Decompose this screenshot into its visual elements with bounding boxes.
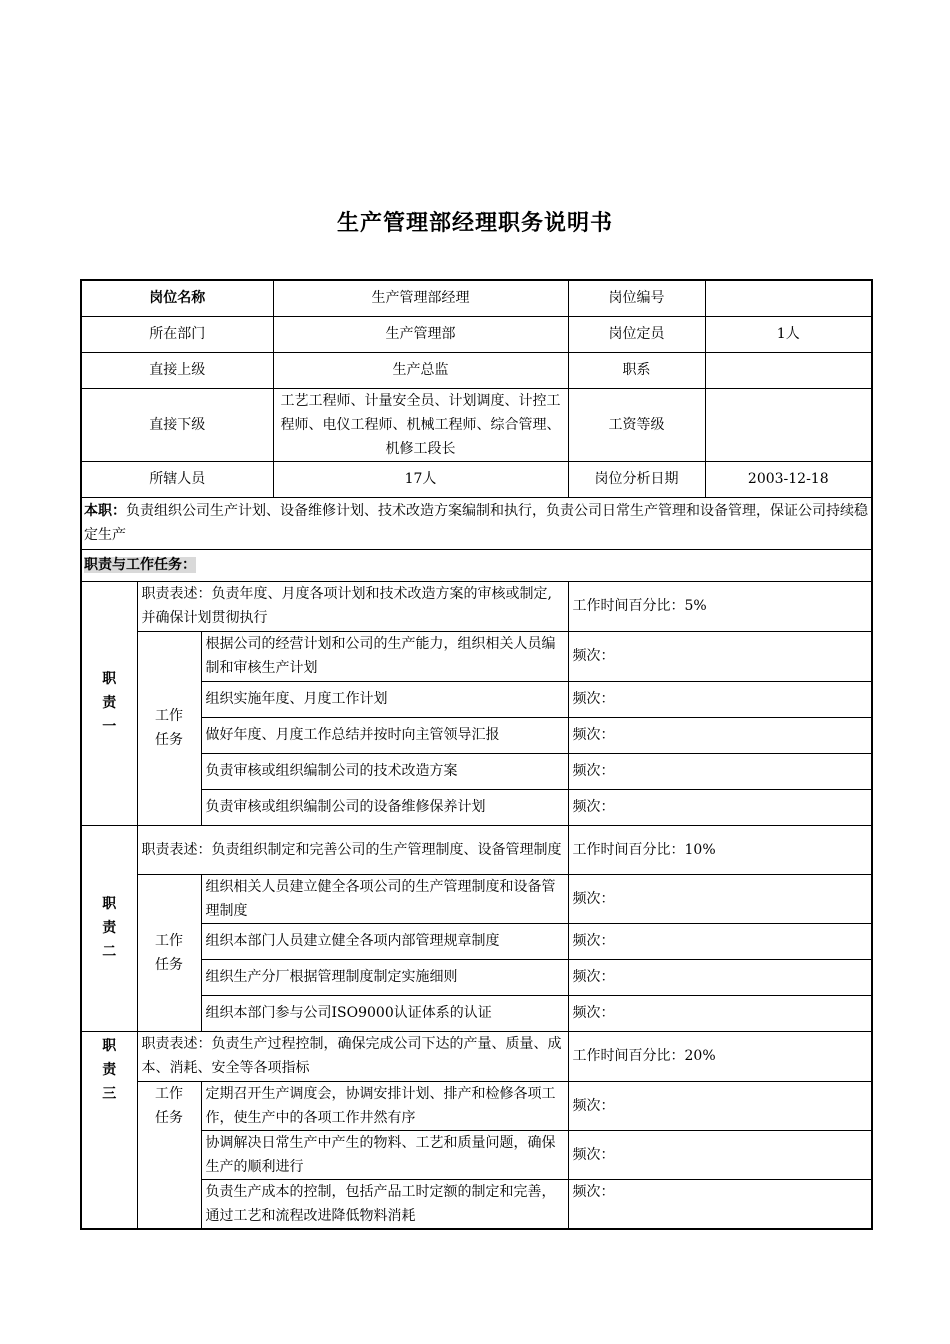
resp1-task-3: 做好年度、月度工作总结并按时向主管领导汇报	[201, 717, 568, 753]
resp2-pct: 工作时间百分比：10%	[568, 825, 872, 874]
grade-label: 工资等级	[568, 388, 705, 461]
resp1-freq-3: 频次：	[568, 717, 872, 753]
resp2-task-label: 工作 任务	[137, 874, 201, 1031]
resp1-freq-2: 频次：	[568, 681, 872, 717]
row-position-name	[81, 280, 872, 316]
dept-value: 生产管理部	[273, 316, 568, 352]
section-label: 职责与工作任务：	[84, 557, 196, 573]
resp2-task-row	[81, 874, 872, 923]
resp1-pct: 工作时间百分比：5%	[568, 581, 872, 631]
resp3-name: 职 责 三	[81, 1031, 137, 1229]
pos-name-label: 岗位名称	[81, 280, 273, 316]
resp1-task-4: 负责审核或组织编制公司的技术改造方案	[201, 753, 568, 789]
resp3-task-label: 工作 任务	[137, 1081, 201, 1229]
resp1-task-row	[81, 631, 872, 681]
resp3-statement-row	[81, 1031, 872, 1081]
row-department	[81, 316, 872, 352]
duty-cell	[81, 497, 872, 549]
resp1-task-label: 工作 任务	[137, 631, 201, 825]
date-label: 岗位分析日期	[568, 461, 705, 497]
resp1-task-5: 负责审核或组织编制公司的设备维修保养计划	[201, 789, 568, 825]
resp3-freq-2: 频次：	[568, 1130, 872, 1179]
headcount-label: 岗位定员	[568, 316, 705, 352]
staff-value: 17人	[273, 461, 568, 497]
pos-name-value: 生产管理部经理	[273, 280, 568, 316]
resp3-freq-1: 频次：	[568, 1081, 872, 1130]
row-section-header	[81, 549, 872, 581]
resp2-statement-row	[81, 825, 872, 874]
section-header-cell	[81, 549, 872, 581]
series-label: 职系	[568, 352, 705, 388]
date-value: 2003-12-18	[705, 461, 872, 497]
resp2-freq-3: 频次：	[568, 959, 872, 995]
subordinate-value: 工艺工程师、计量安全员、计划调度、计控工程师、电仪工程师、机械工程师、综合管理、机修工段长	[273, 388, 568, 461]
row-superior	[81, 352, 872, 388]
resp2-freq-2: 频次：	[568, 923, 872, 959]
resp2-freq-1: 频次：	[568, 874, 872, 923]
subordinate-label: 直接下级	[81, 388, 273, 461]
resp2-task-3: 组织生产分厂根据管理制度制定实施细则	[201, 959, 568, 995]
resp2-task-1: 组织相关人员建立健全各项公司的生产管理制度和设备管理制度	[201, 874, 568, 923]
resp3-task-2: 协调解决日常生产中产生的物料、工艺和质量问题，确保生产的顺利进行	[201, 1130, 568, 1179]
series-value	[705, 352, 872, 388]
job-description-table	[80, 279, 873, 1230]
row-subordinate	[81, 388, 872, 461]
superior-label: 直接上级	[81, 352, 273, 388]
resp1-task-1: 根据公司的经营计划和公司的生产能力，组织相关人员编制和审核生产计划	[201, 631, 568, 681]
pos-no-value	[705, 280, 872, 316]
resp1-statement-row	[81, 581, 872, 631]
resp2-statement: 职责表述：负责组织制定和完善公司的生产管理制度、设备管理制度	[137, 825, 568, 874]
resp1-freq-5: 频次：	[568, 789, 872, 825]
resp2-name: 职 责 二	[81, 825, 137, 1031]
resp1-name: 职 责 一	[81, 581, 137, 825]
row-duty	[81, 497, 872, 549]
grade-value	[705, 388, 872, 461]
resp3-task-3: 负责生产成本的控制，包括产品工时定额的制定和完善，通过工艺和流程改进降低物料消耗	[201, 1179, 568, 1229]
resp3-freq-3: 频次：	[568, 1179, 872, 1229]
resp1-task-2: 组织实施年度、月度工作计划	[201, 681, 568, 717]
resp1-freq-1: 频次：	[568, 631, 872, 681]
dept-label: 所在部门	[81, 316, 273, 352]
resp3-statement: 职责表述：负责生产过程控制，确保完成公司下达的产量、质量、成本、消耗、安全等各项指标	[137, 1031, 568, 1081]
resp1-freq-4: 频次：	[568, 753, 872, 789]
duty-text: 负责组织公司生产计划、设备维修计划、技术改造方案编制和执行，负责公司日常生产管理和设备管理，保证公司持续稳定生产	[84, 503, 868, 543]
row-staff	[81, 461, 872, 497]
duty-label: 本职：	[84, 503, 126, 519]
resp2-task-4: 组织本部门参与公司ISO9000认证体系的认证	[201, 995, 568, 1031]
resp3-task-row	[81, 1081, 872, 1130]
document-title: 生产管理部经理职务说明书	[336, 211, 613, 236]
superior-value: 生产总监	[273, 352, 568, 388]
resp3-task-1: 定期召开生产调度会，协调安排计划、排产和检修各项工作，使生产中的各项工作井然有序	[201, 1081, 568, 1130]
staff-label: 所辖人员	[81, 461, 273, 497]
headcount-value: 1人	[705, 316, 872, 352]
resp2-freq-4: 频次：	[568, 995, 872, 1031]
pos-no-label: 岗位编号	[568, 280, 705, 316]
resp3-pct: 工作时间百分比：20%	[568, 1031, 872, 1081]
resp2-task-2: 组织本部门人员建立健全各项内部管理规章制度	[201, 923, 568, 959]
resp1-statement: 职责表述：负责年度、月度各项计划和技术改造方案的审核或制定,并确保计划贯彻执行	[137, 581, 568, 631]
